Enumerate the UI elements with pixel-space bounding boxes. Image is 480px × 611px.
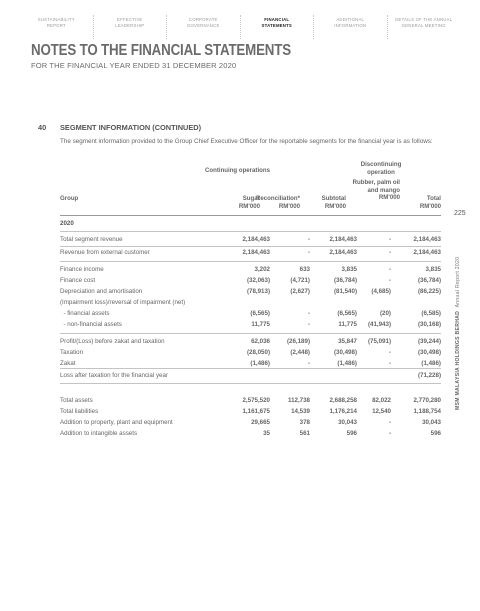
col-unit: RM'000: [324, 202, 346, 210]
row-label: Profit/(Loss) before zakat and taxation: [60, 338, 165, 345]
col-unit: RM'000: [238, 202, 260, 210]
table-cell: 2,575,520: [242, 397, 270, 404]
table-row: [60, 430, 441, 439]
col-name: Total: [426, 195, 441, 202]
table-cell: 1,176,214: [329, 408, 357, 415]
table-cell: 561: [299, 430, 310, 437]
table-cell: 2,184,463: [242, 236, 270, 243]
table-cell: -: [388, 349, 391, 356]
table-cell: (39,244): [417, 338, 441, 345]
table-cell: -: [388, 360, 391, 367]
table-cell: -: [307, 236, 310, 243]
table-row: [60, 321, 441, 330]
table-cell: 1,161,675: [242, 408, 270, 415]
page-number: 225: [454, 210, 466, 217]
table-cell: 378: [299, 419, 310, 426]
divider: [60, 261, 441, 262]
divider: [60, 246, 441, 247]
table-cell: 30,043: [338, 419, 357, 426]
row-label: Taxation: [60, 349, 84, 356]
row-label: Total segment revenue: [60, 236, 123, 243]
row-label: Finance income: [60, 266, 104, 273]
col-name: Reconciliation*: [255, 195, 300, 202]
table-cell: 30,043: [422, 419, 441, 426]
table-cell: 11,775: [338, 321, 357, 328]
nav-tab-effective-leadership[interactable]: [94, 15, 168, 39]
year-text: 2020: [60, 220, 74, 227]
table-row: [60, 266, 441, 275]
row-label: Depreciation and amortisation: [60, 288, 143, 295]
table-cell: 29,665: [251, 419, 270, 426]
nav-tab-label: GOVERNANCE: [186, 22, 220, 28]
table-cell: (78,913): [246, 288, 270, 295]
nav-tab-additional-information[interactable]: [314, 15, 388, 39]
table-cell: 82,022: [372, 397, 391, 404]
table-cell: -: [388, 277, 391, 284]
divider: [60, 231, 441, 232]
nav-tab-agm-details[interactable]: [388, 15, 461, 39]
table-row: [60, 419, 441, 428]
col-unit: RM'000: [419, 202, 441, 210]
table-cell: 3,202: [254, 266, 270, 273]
header-col-subtotal: [296, 195, 346, 210]
row-label: Addition to intangible assets: [60, 430, 138, 437]
table-row: [60, 249, 441, 258]
table-cell: 633: [299, 266, 310, 273]
nav-tab-sustainability-report[interactable]: [20, 15, 94, 39]
table-cell: (1,486): [337, 360, 357, 367]
section-title: SEGMENT INFORMATION (CONTINUED): [60, 123, 202, 132]
side-banner-text: [455, 257, 461, 410]
table-cell: (30,498): [417, 349, 441, 356]
table-row: [60, 288, 441, 297]
table-cell: 14,539: [291, 408, 310, 415]
nav-tab-label: INFORMATION: [334, 22, 367, 28]
table-cell: 2,184,463: [329, 236, 357, 243]
table-row: [60, 310, 441, 319]
table-cell: 11,775: [251, 321, 270, 328]
row-label: Zakat: [60, 360, 76, 367]
nav-tab-label: LEADERSHIP: [115, 22, 145, 28]
table-cell: (6,565): [250, 310, 270, 317]
col-name: Subtotal: [321, 195, 346, 202]
col-name: and mango: [367, 186, 400, 194]
row-label: Loss after taxation for the financial year: [60, 372, 168, 379]
row-label: Finance cost: [60, 277, 96, 284]
header-col-reconciliation: [246, 195, 300, 210]
table-cell: 596: [346, 430, 357, 437]
row-label: Total liabilities: [60, 408, 99, 415]
table-cell: 2,688,258: [329, 397, 357, 404]
table-cell: (30,168): [417, 321, 441, 328]
table-cell: -: [388, 419, 391, 426]
divider: [60, 368, 441, 369]
table-row: [60, 338, 441, 347]
table-cell: -: [307, 321, 310, 328]
row-label: (Impairment loss)/reversal of impairment (net): [60, 299, 186, 306]
table-cell: (32,063): [246, 277, 270, 284]
table-cell: 3,835: [425, 266, 441, 273]
table-cell: 596: [430, 430, 441, 437]
nav-tab-label: REPORT: [46, 22, 66, 28]
table-cell: (6,585): [421, 310, 441, 317]
table-cell: (75,091): [367, 338, 391, 345]
table-cell: (71,228): [417, 372, 441, 379]
year-label: [60, 220, 441, 229]
table-cell: 1,188,754: [413, 408, 441, 415]
table-cell: 3,835: [341, 266, 357, 273]
table-row: [60, 236, 441, 245]
table-cell: -: [307, 360, 310, 367]
section-number: 40: [38, 123, 47, 132]
table-row: [60, 299, 441, 308]
table-cell: -: [307, 249, 310, 256]
table-cell: (36,784): [333, 277, 357, 284]
table-row: [60, 349, 441, 358]
table-cell: (41,943): [367, 321, 391, 328]
table-cell: (1,486): [421, 360, 441, 367]
table-cell: 2,184,463: [242, 249, 270, 256]
table-cell: (4,685): [371, 288, 391, 295]
table-cell: (28,050): [246, 349, 270, 356]
table-cell: -: [388, 236, 391, 243]
table-cell: (2,448): [290, 349, 310, 356]
table-cell: 12,540: [372, 408, 391, 415]
table-cell: (4,721): [290, 277, 310, 284]
nav-tab-label: EFFECTIVE: [117, 17, 143, 22]
page-subtitle: FOR THE FINANCIAL YEAR ENDED 31 DECEMBER 2020: [31, 61, 237, 70]
table-cell: (20): [379, 310, 391, 317]
nav-tab-label: STATEMENTS: [261, 22, 292, 28]
table-cell: -: [388, 430, 391, 437]
row-label: Total assets: [60, 397, 93, 404]
page-title: NOTES TO THE FINANCIAL STATEMENTS: [31, 42, 291, 59]
table-cell: -: [388, 249, 391, 256]
table-cell: (86,225): [417, 288, 441, 295]
nav-tab-label: CORPORATE: [188, 17, 218, 22]
table-cell: 35: [263, 430, 270, 437]
divider: [60, 333, 441, 334]
table-cell: 2,184,463: [413, 236, 441, 243]
table-cell: 2,184,463: [413, 249, 441, 256]
table-row: [60, 372, 441, 381]
col-unit: RM'000: [378, 194, 400, 201]
table-cell: (26,189): [286, 338, 310, 345]
nav-tab-label: ADDITIONAL: [336, 17, 365, 22]
side-report-name: Annual Report 2020: [455, 256, 461, 308]
table-row: [60, 397, 441, 406]
col-name: Rubber, palm oil: [352, 179, 400, 186]
divider: [60, 383, 441, 384]
table-cell: 62,036: [251, 338, 270, 345]
nav-tab-financial-statements[interactable]: [241, 15, 315, 39]
col-name: Sugar: [242, 195, 260, 202]
table-cell: (2,627): [290, 288, 310, 295]
header-continuing-operations: Continuing operations: [205, 167, 270, 174]
table-row: [60, 277, 441, 286]
row-label: - financial assets: [60, 310, 110, 317]
table-cell: (1,486): [250, 360, 270, 367]
table-cell: 2,770,280: [413, 397, 441, 404]
table-cell: 2,184,463: [329, 249, 357, 256]
nav-tab-label: FINANCIAL: [264, 17, 290, 22]
row-label: Revenue from external customer: [60, 249, 150, 256]
nav-tab-label: SUSTAINABILITY: [37, 17, 75, 22]
top-navigation: [20, 15, 460, 39]
table-cell: -: [388, 266, 391, 273]
table-cell: (30,498): [333, 349, 357, 356]
row-label: Addition to property, plant and equipment: [60, 419, 173, 426]
table-cell: -: [307, 310, 310, 317]
table-cell: 35,847: [338, 338, 357, 345]
table-row: [60, 408, 441, 417]
nav-tab-corporate-governance[interactable]: [167, 15, 241, 39]
nav-tab-label: DETAILS OF THE ANNUAL: [395, 17, 453, 22]
nav-tab-label: GENERAL MEETING: [401, 22, 446, 28]
header-group: Group: [60, 195, 79, 202]
section-intro: The segment information provided to the Group Chief Executive Officer for the reportable segments for the financial year is as follows:: [60, 138, 433, 145]
table-cell: 112,738: [287, 397, 310, 404]
table-cell: (6,565): [337, 310, 357, 317]
table-cell: (81,540): [333, 288, 357, 295]
row-label: - non-financial assets: [60, 321, 122, 328]
header-rule: [60, 215, 441, 216]
table-cell: (36,784): [417, 277, 441, 284]
header-col-total: [391, 195, 441, 210]
side-banner: [455, 230, 465, 410]
side-company-name: MSM MALAYSIA HOLDINGS BERHAD: [455, 310, 461, 410]
col-unit: RM'000: [278, 202, 300, 210]
header-discontinuing-operation: Discontinuing operation: [360, 161, 402, 176]
